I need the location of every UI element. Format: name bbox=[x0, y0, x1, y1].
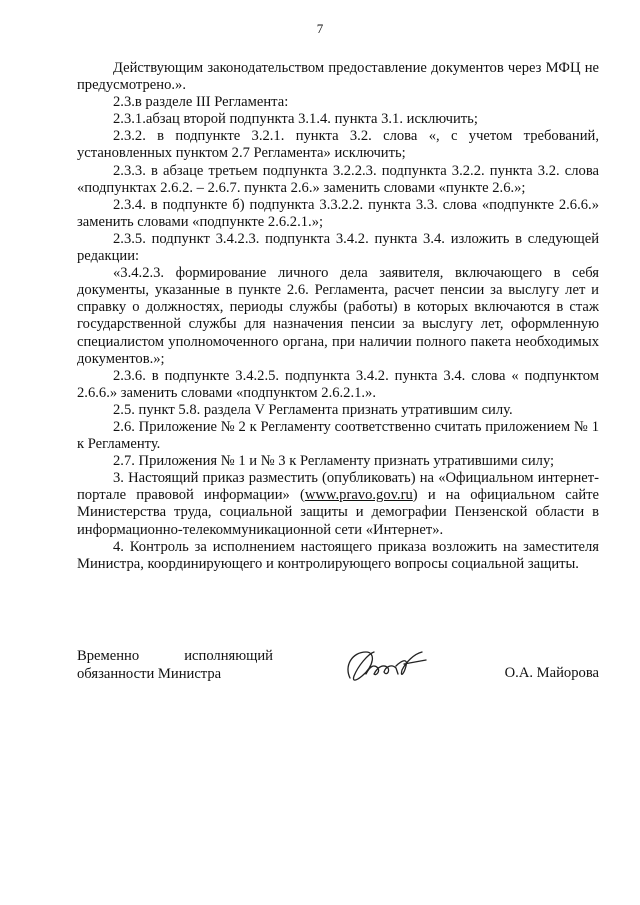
signatory-position-line-2: обязанности Министра bbox=[77, 665, 222, 682]
paragraph-2-3-2: 2.3.2. в подпункте 3.2.1. пункта 3.2. слова «, с учетом требований, установленных пунктом 2.7 Регламента» исключить; bbox=[77, 128, 599, 162]
paragraph-2-3-6: 2.3.6. в подпункте 3.4.2.5. подпункта 3.4.2. пункта 3.4. слова « подпунктом 2.6.6.» заменить словами «подпунктом 2.6.2.1.». bbox=[77, 367, 599, 401]
paragraph-2-7: 2.7. Приложения № 1 и № 3 к Регламенту признать утратившими силу; bbox=[113, 453, 555, 470]
paragraph-4: 4. Контроль за исполнением настоящего приказа возложить на заместителя Министра, координирующего и контролирующего вопросы социальной защиты. bbox=[77, 538, 599, 572]
paragraph-3-before-link: 3. Настоящий приказ разместить (опубликовать) на «Официальном интернет-портале правовой информации» ( bbox=[77, 470, 599, 504]
paragraph-3-after-link: ) и на официальном сайте Министерства труда, социальной защиты и демографии Пензенской области в информационно-телекоммуникационной сети «Интернет». bbox=[77, 487, 599, 538]
paragraph-2-6: 2.6. Приложение № 2 к Регламенту соответственно считать приложением № 1 к Регламенту. bbox=[77, 418, 599, 453]
page-number: 7 bbox=[316, 21, 324, 36]
document-body bbox=[77, 60, 599, 573]
paragraph-2-3-1: 2.3.1.абзац второй подпункта 3.1.4. пункта 3.1. исключить; bbox=[113, 111, 478, 128]
pravo-link[interactable]: www.pravo.gov.ru bbox=[304, 487, 413, 504]
paragraph-2-3-4: 2.3.4. в подпункте б) подпункта 3.3.2.2. пункта 3.3. слова «подпункте 2.6.6.» заменить словами «подпункте 2.6.2.1.»; bbox=[77, 196, 599, 230]
role-word-temporarily: Временно bbox=[77, 648, 140, 664]
paragraph-mfc: Действующим законодательством предоставление документов через МФЦ не предусмотрено.». bbox=[77, 60, 599, 94]
paragraph-2-5: 2.5. пункт 5.8. раздела V Регламента признать утратившим силу. bbox=[113, 401, 513, 418]
signatory-position bbox=[77, 648, 273, 683]
paragraph-3-4-2-3-quote: «3.4.2.3. формирование личного дела заявителя, включающего в себя документы, указанные в пункте 2.6. Регламента, расчет пенсии за выслугу лет и справку о должностях, периоды службы (работы) в которых включаются в стаж государственной службы для назначения пенсии за выслугу лет, оформленную специалистом уполномоченного органа, при наличии полного пакета необходимых документов.»; bbox=[77, 265, 599, 367]
handwritten-signature bbox=[340, 644, 430, 688]
signatory-name: О.А. Майорова bbox=[504, 665, 599, 681]
signature-block bbox=[77, 648, 599, 698]
role-word-acting: исполняющий bbox=[184, 648, 273, 664]
paragraph-2-3-5: 2.3.5. подпункт 3.4.2.3. подпункта 3.4.2. пункта 3.4. изложить в следующей редакции: bbox=[77, 230, 599, 265]
paragraph-3 bbox=[77, 470, 599, 538]
paragraph-2-3: 2.3.в разделе III Регламента: bbox=[113, 94, 289, 111]
signatory-position-line-1 bbox=[77, 648, 273, 666]
paragraph-2-3-3: 2.3.3. в абзаце третьем подпункта 3.2.2.3. подпункта 3.2.2. пункта 3.2. слова «подпунктах 2.6.2. – 2.6.7. пункта 2.6.» заменить словами «пункте 2.6.»; bbox=[77, 162, 599, 196]
